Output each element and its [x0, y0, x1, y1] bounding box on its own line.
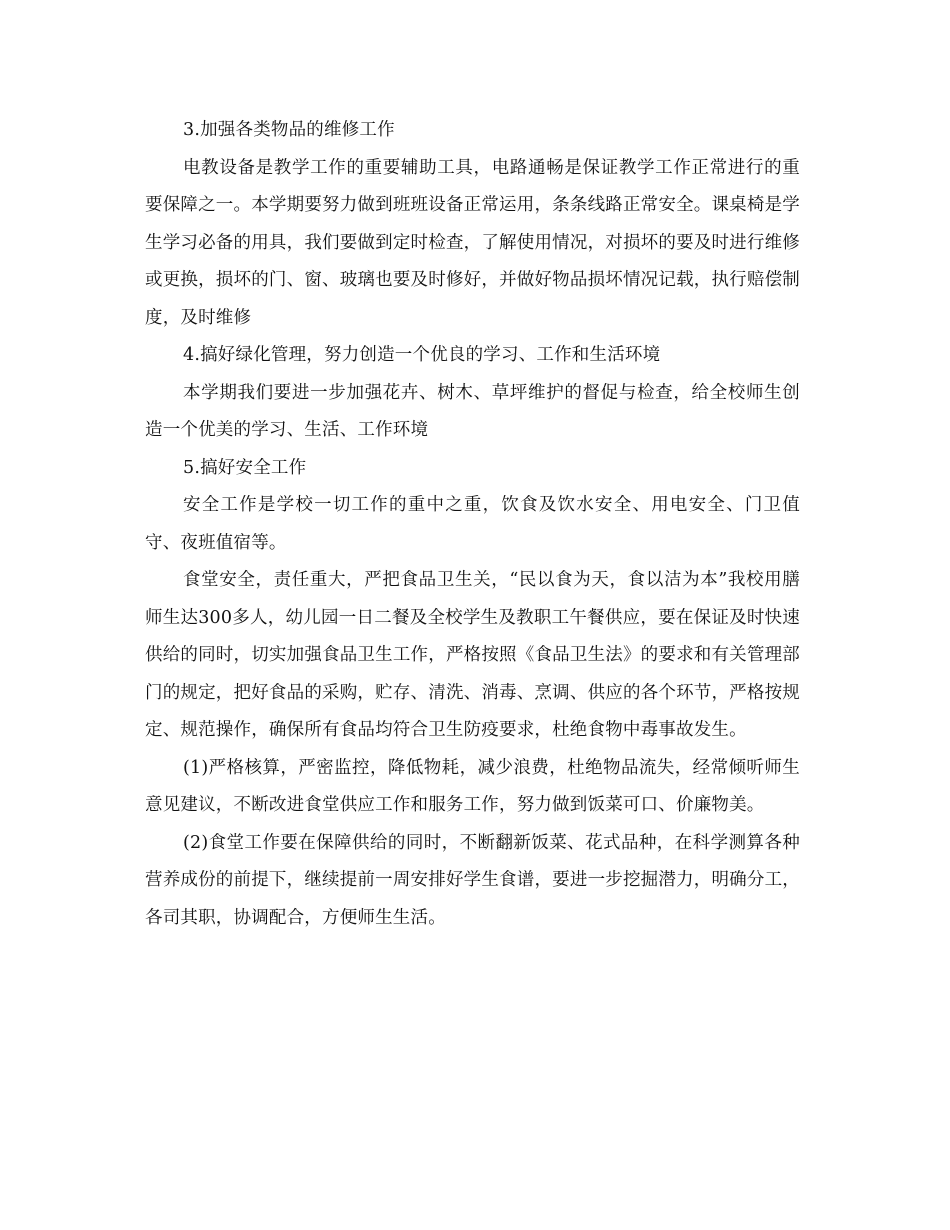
paragraph-greening: 本学期我们要进一步加强花卉、树木、草坪维护的督促与检查，给全校师生创造一个优美的学习、生活、工作环境 — [145, 382, 800, 440]
document-body — [145, 112, 800, 937]
paragraph-equipment-maintenance: 电教设备是教学工作的重要辅助工具，电路通畅是保证教学工作正常进行的重要保障之一。本学期要努力做到班班设备正常运用，条条线路正常安全。课桌椅是学生学习必备的用具，我们要做到定时检查，了解使用情况，对损坏的要及时进行维修或更换，损坏的门、窗、玻璃也要及时修好，并做好物品损坏情况记载，执行赔偿制度，及时维修 — [145, 157, 800, 328]
paragraph-safety-overview: 安全工作是学校一切工作的重中之重，饮食及饮水安全、用电安全、门卫值守、夜班值宿等。 — [145, 495, 800, 553]
paragraph-canteen-safety: 食堂安全，责任重大，严把食品卫生关，“民以食为天，食以洁为本”我校用膳师生达300多人，幼儿园一日二餐及全校学生及教职工午餐供应，要在保证及时快速供给的同时，切实加强食品卫生工作，严格按照《食品卫生法》的要求和有关管理部门的规定，把好食品的采购，贮存、清洗、消毒、烹调、供应的各个环节，严格按规定、规范操作，确保所有食品均符合卫生防疫要求，杜绝食物中毒事故发生。 — [145, 570, 800, 740]
section-heading-greening: 4.搞好绿化管理，努力创造一个优良的学习、工作和生活环境 — [183, 345, 661, 365]
section-heading-safety: 5.搞好安全工作 — [183, 457, 307, 478]
list-item-canteen-menu: (2)食堂工作要在保障供给的同时，不断翻新饭菜、花式品种，在科学测算各种营养成份的前提下，继续提前一周安排好学生食谱，要进一步挖掘潜力，明确分工，各司其职，协调配合，方便师生生活。 — [145, 832, 800, 928]
list-item-canteen-cost-control: (1)严格核算，严密监控，降低物耗，减少浪费，杜绝物品流失，经常倾听师生意见建议，不断改进食堂供应工作和服务工作，努力做到饭菜可口、价廉物美。 — [145, 757, 800, 815]
section-heading-repair: 3.加强各类物品的维修工作 — [183, 120, 395, 140]
